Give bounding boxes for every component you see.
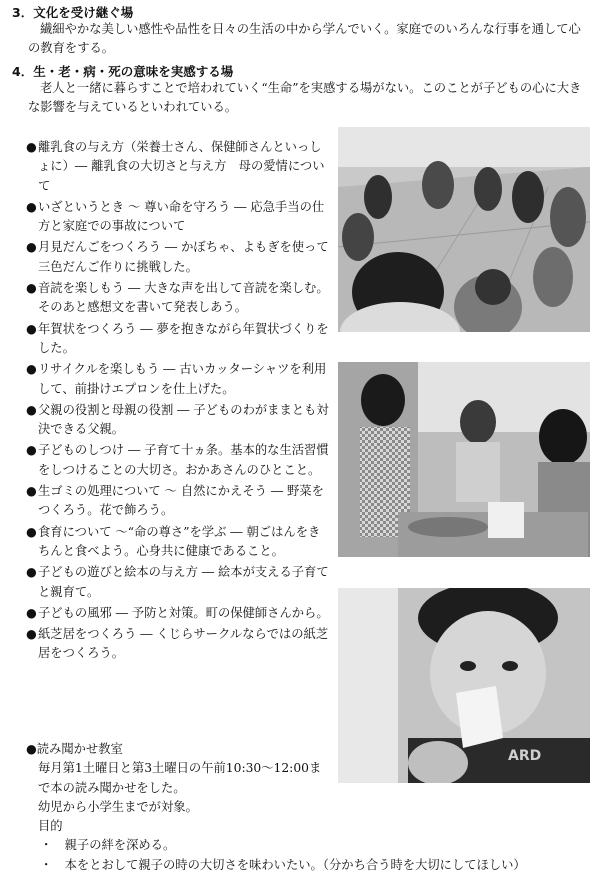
section-4-heading: 4．生・老・病・死の意味を実感する場 bbox=[12, 64, 234, 79]
section-3-heading: 3．文化を受け継ぐ場 bbox=[12, 5, 134, 20]
list-item: ● 音読を楽しもう ― 大きな声を出して音読を楽しむ。そのあと感想文を書いて発表しあう。 bbox=[26, 281, 329, 315]
list-item: ● いざというとき ～ 尊い命を守ろう ― 応急手当の仕方と家庭での事故について bbox=[26, 199, 325, 234]
photo-cooking-class bbox=[338, 362, 590, 557]
activity-list bbox=[26, 138, 332, 666]
list-item: ● 食育について ～“命の尊さ”を学ぶ ― 朝ごはんをきちんと食べよう。心身共に健康であること。 bbox=[26, 524, 321, 558]
section-3-body: 繊細やかな美しい感性や品性を日々の生活の中から学んでいく。家庭でのいろんな行事を通して心の教育をする。 bbox=[28, 22, 581, 55]
list-item: ● 離乳食の与え方（栄養士さん、保健師さんといっしょに）― 離乳食の大切さと与え方 母の愛情について bbox=[26, 140, 325, 193]
reading-purpose-label: 目的 bbox=[38, 819, 63, 834]
list-item: ● 子どものしつけ ― 子育て十ヵ条。基本的な生活習慣をしつけることの大切さ。おかあさんのひとこと。 bbox=[26, 443, 329, 477]
list-item: ● 生ゴミの処理について ～ 自然にかえそう ― 野菜をつくろう。花で飾ろう。 bbox=[26, 484, 324, 518]
photo-group-tatami bbox=[338, 127, 590, 332]
reading-target: 幼児から小学生までが対象。 bbox=[38, 799, 198, 814]
shirt-print: ARD bbox=[508, 748, 542, 764]
reading-schedule-line2: で本の読み聞かせをした。 bbox=[38, 780, 186, 795]
list-item: ● 子どもの風邪 ― 予防と対策。町の保健師さんから。 bbox=[26, 605, 329, 620]
reading-purpose-2: ・ 本をとおして親子の時の大切さを味わいたい。（分かち合う時を大切にしてほしい） bbox=[40, 857, 526, 872]
list-item: ● 年賀状をつくろう ― 夢を抱きながら年賀状づくりをした。 bbox=[26, 321, 329, 355]
list-item: ● 月見だんごをつくろう ― かぼちゃ、よもぎを使って三色だんご作りに挑戦した。 bbox=[26, 240, 329, 274]
reading-schedule-line1: 毎月第1土曜日と第3土曜日の午前10:30～12:00ま bbox=[38, 761, 322, 776]
list-item: ● リサイクルを楽しもう ― 古いカッターシャツを利用して、前掛けエプロンを仕上げた。 bbox=[26, 362, 327, 396]
reading-class-title: ●読み聞かせ教室 bbox=[26, 742, 123, 756]
list-item: ● 父親の役割と母親の役割 ― 子どものわがままとも対決できる父親。 bbox=[26, 402, 329, 437]
list-item: ● 子どもの遊びと絵本の与え方 ― 絵本が支える子育てと親育て。 bbox=[26, 565, 329, 599]
list-item: ● 紙芝居をつくろう ― くじらサークルならではの紙芝居をつくろう。 bbox=[26, 627, 329, 661]
photo-boy-eating bbox=[338, 588, 590, 783]
section-4-body: 老人と一緒に暮らすことで培われていく“生命”を実感する場がない。このことが子どもの心に大きな影響を与えているといわれている。 bbox=[28, 81, 582, 114]
reading-purpose-1: ・ 親子の絆を深める。 bbox=[40, 838, 176, 853]
